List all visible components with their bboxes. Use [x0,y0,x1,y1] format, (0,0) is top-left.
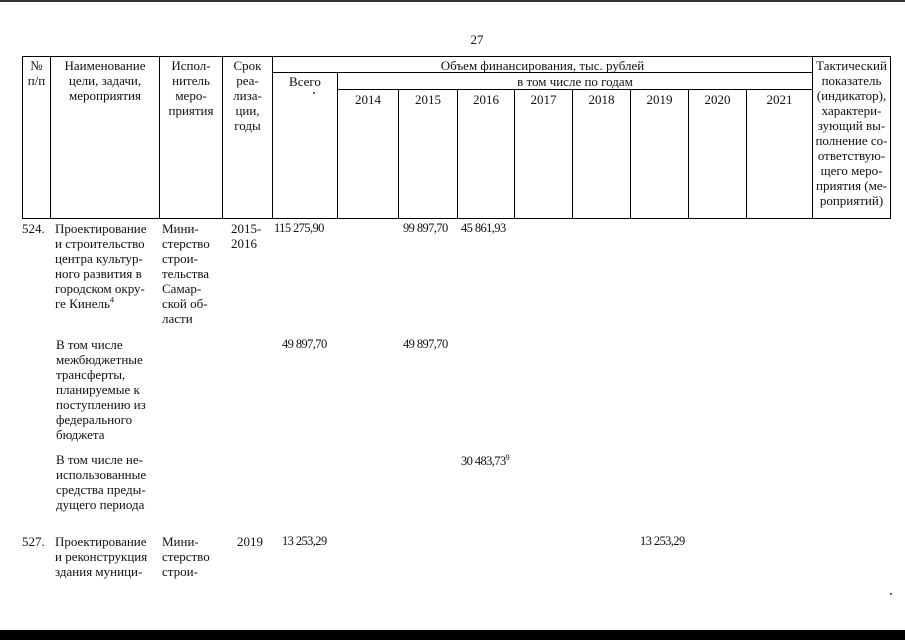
row-524-total: 115 275,90 [274,221,324,235]
scan-bottom-border [0,630,905,640]
header-year-2014: 2014 [355,92,381,107]
row-524-sub2-name: В том числе не- использованные средства преды- дущего периода [56,452,147,512]
col-rule-2019 [630,89,631,218]
header-bottom-rule [22,218,891,219]
row-524-executor: Мини- стерство строи- тельства Самар- ской об- ласти [162,221,210,326]
years-header-rule [337,89,812,90]
row-527-executor: Мини- стерство строи- [162,534,210,579]
header-year-2021: 2021 [766,92,793,107]
page-number: 27 [470,32,484,47]
row-527-name: Проектирование и реконструкция здания муници- [55,534,148,579]
row-524-sub2-2016 [461,454,509,469]
header-year-2019: 2019 [646,92,673,107]
scan-speck [313,92,315,94]
header-year-2018: 2018 [588,92,615,107]
header-financing: Объем финансирования, тыс. рублей [440,58,645,73]
row-524-name-footnote: 4 [109,295,114,305]
header-executor: Испол- нитель меро- приятия [168,58,214,118]
col-rule-2018 [572,89,573,218]
row-524-sub2-2016-value: 30 483,73 [461,454,506,468]
row-524-sub2-2016-footnote: 9 [505,452,510,462]
header-total: Всего [289,74,321,89]
header-name: Наименование цели, задачи, мероприятия [64,58,146,103]
header-year-2020: 2020 [704,92,731,107]
header-term: Срок реа- лиза- ции, годы [233,58,262,133]
row-524-2016: 45 861,93 [461,221,506,235]
row-524-term: 2015- 2016 [231,221,262,251]
col-rule-2017 [514,89,515,218]
header-by-years: в том числе по годам [517,74,633,89]
row-524-sub1-2015: 49 897,70 [403,337,448,351]
row-524-sub1-total: 49 897,70 [282,337,327,351]
col-rule-2015 [398,89,399,218]
row-524-number: 524. [22,221,45,236]
table-top-rule [22,56,891,57]
scan-speck [890,593,892,595]
row-527-total: 13 253,29 [282,534,327,548]
row-524-name-text: Проектирование и строительство центра культур- ного развития в городском окру- ге Кинель [55,221,147,311]
col-rule-2021 [746,89,747,218]
header-indicator: Тактический показатель (индикатор), характери- зующий вы- полнение со- ответствую- щего меро- приятия (ме- роприятий) [815,58,888,208]
row-527-2019: 13 253,29 [640,534,685,548]
row-527-term: 2019 [237,534,263,549]
row-524-name [55,221,161,311]
header-number: № п/п [27,58,46,88]
header-year-2017: 2017 [530,92,557,107]
row-524-sub1-name: В том числе межбюджетные трансферты, планируемые к поступлению из федерального бюджета [56,337,146,442]
row-527-number: 527. [22,534,45,549]
scan-top-border [0,0,905,2]
col-rule-2016 [457,89,458,218]
col-rule-2020 [688,89,689,218]
row-524-2015: 99 897,70 [403,221,448,235]
header-year-2015: 2015 [415,92,441,107]
header-year-2016: 2016 [473,92,499,107]
